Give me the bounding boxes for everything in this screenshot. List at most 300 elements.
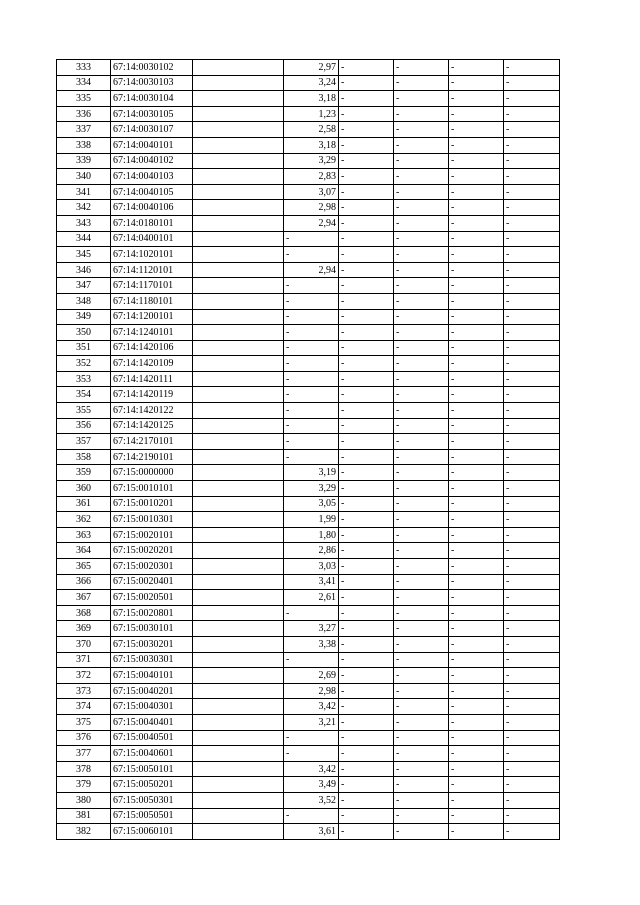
cadastral-code-cell: 67:15:0010101 (111, 481, 193, 497)
dash-cell: - (339, 746, 394, 762)
empty-cell (193, 699, 284, 715)
cadastral-code-cell: 67:14:1120101 (111, 262, 193, 278)
cadastral-code-cell: 67:14:1020101 (111, 247, 193, 263)
empty-cell (193, 247, 284, 263)
dash-cell: - (449, 652, 504, 668)
dash-cell: - (504, 340, 560, 356)
row-number-cell: 380 (57, 792, 111, 808)
value-cell: 2,94 (284, 262, 339, 278)
empty-cell (193, 122, 284, 138)
dash-cell: - (394, 340, 449, 356)
dash-cell: - (339, 91, 394, 107)
dash-cell: - (339, 761, 394, 777)
cadastral-code-cell: 67:15:0010301 (111, 512, 193, 528)
dash-cell: - (504, 792, 560, 808)
table-row (57, 808, 560, 824)
empty-cell (193, 60, 284, 76)
dash-cell: - (504, 247, 560, 263)
table-row (57, 590, 560, 606)
dash-cell: - (394, 137, 449, 153)
dash-cell: - (504, 559, 560, 575)
dash-cell: - (449, 714, 504, 730)
table-row (57, 75, 560, 91)
cadastral-code-cell: 67:14:0030102 (111, 60, 193, 76)
row-number-cell: 361 (57, 496, 111, 512)
dash-cell: - (449, 434, 504, 450)
table-row (57, 512, 560, 528)
value-cell: 3,24 (284, 75, 339, 91)
value-cell: - (284, 403, 339, 419)
dash-cell: - (504, 621, 560, 637)
value-cell: 2,97 (284, 60, 339, 76)
value-cell: - (284, 371, 339, 387)
empty-cell (193, 449, 284, 465)
empty-cell (193, 231, 284, 247)
empty-cell (193, 574, 284, 590)
dash-cell: - (394, 278, 449, 294)
value-cell: 1,80 (284, 527, 339, 543)
cadastral-code-cell: 67:15:0030301 (111, 652, 193, 668)
dash-cell: - (339, 559, 394, 575)
cadastral-code-cell: 67:14:0040106 (111, 200, 193, 216)
dash-cell: - (394, 699, 449, 715)
dash-cell: - (339, 543, 394, 559)
table-body (57, 60, 560, 840)
dash-cell: - (449, 699, 504, 715)
dash-cell: - (394, 169, 449, 185)
dash-cell: - (449, 559, 504, 575)
dash-cell: - (339, 403, 394, 419)
dash-cell: - (394, 465, 449, 481)
table-row (57, 106, 560, 122)
table-row (57, 481, 560, 497)
empty-cell (193, 387, 284, 403)
row-number-cell: 363 (57, 527, 111, 543)
dash-cell: - (339, 153, 394, 169)
dash-cell: - (394, 636, 449, 652)
dash-cell: - (449, 808, 504, 824)
value-cell: - (284, 356, 339, 372)
empty-cell (193, 527, 284, 543)
table-row (57, 543, 560, 559)
row-number-cell: 355 (57, 403, 111, 419)
cadastral-code-cell: 67:15:0050501 (111, 808, 193, 824)
row-number-cell: 364 (57, 543, 111, 559)
dash-cell: - (339, 60, 394, 76)
dash-cell: - (449, 293, 504, 309)
dash-cell: - (449, 278, 504, 294)
cadastral-code-cell: 67:15:0050201 (111, 777, 193, 793)
empty-cell (193, 434, 284, 450)
dash-cell: - (504, 777, 560, 793)
dash-cell: - (504, 325, 560, 341)
dash-cell: - (504, 683, 560, 699)
empty-cell (193, 730, 284, 746)
empty-cell (193, 184, 284, 200)
dash-cell: - (504, 746, 560, 762)
value-cell: 3,19 (284, 465, 339, 481)
row-number-cell: 357 (57, 434, 111, 450)
dash-cell: - (449, 262, 504, 278)
dash-cell: - (339, 262, 394, 278)
value-cell: - (284, 340, 339, 356)
value-cell: - (284, 730, 339, 746)
dash-cell: - (339, 652, 394, 668)
table-row (57, 153, 560, 169)
empty-cell (193, 668, 284, 684)
dash-cell: - (449, 543, 504, 559)
table-row (57, 714, 560, 730)
table-row (57, 169, 560, 185)
row-number-cell: 360 (57, 481, 111, 497)
value-cell: - (284, 746, 339, 762)
dash-cell: - (394, 184, 449, 200)
dash-cell: - (394, 75, 449, 91)
value-cell: 3,27 (284, 621, 339, 637)
dash-cell: - (394, 418, 449, 434)
table-row (57, 403, 560, 419)
dash-cell: - (449, 636, 504, 652)
cadastral-code-cell: 67:15:0050101 (111, 761, 193, 777)
table-row (57, 574, 560, 590)
value-cell: 3,21 (284, 714, 339, 730)
row-number-cell: 339 (57, 153, 111, 169)
cadastral-code-cell: 67:14:1420122 (111, 403, 193, 419)
dash-cell: - (504, 512, 560, 528)
dash-cell: - (394, 808, 449, 824)
dash-cell: - (504, 309, 560, 325)
dash-cell: - (504, 543, 560, 559)
cadastral-code-cell: 67:15:0050301 (111, 792, 193, 808)
table-row (57, 668, 560, 684)
dash-cell: - (394, 309, 449, 325)
row-number-cell: 377 (57, 746, 111, 762)
dash-cell: - (504, 200, 560, 216)
row-number-cell: 347 (57, 278, 111, 294)
dash-cell: - (339, 169, 394, 185)
dash-cell: - (504, 465, 560, 481)
dash-cell: - (504, 527, 560, 543)
dash-cell: - (449, 746, 504, 762)
cadastral-code-cell: 67:14:1420111 (111, 371, 193, 387)
empty-cell (193, 340, 284, 356)
row-number-cell: 336 (57, 106, 111, 122)
dash-cell: - (339, 231, 394, 247)
row-number-cell: 373 (57, 683, 111, 699)
empty-cell (193, 293, 284, 309)
table-row (57, 91, 560, 107)
table-row (57, 699, 560, 715)
row-number-cell: 340 (57, 169, 111, 185)
dash-cell: - (339, 527, 394, 543)
empty-cell (193, 169, 284, 185)
empty-cell (193, 356, 284, 372)
dash-cell: - (504, 636, 560, 652)
dash-cell: - (394, 325, 449, 341)
table-row (57, 122, 560, 138)
dash-cell: - (394, 200, 449, 216)
dash-cell: - (504, 293, 560, 309)
value-cell: - (284, 808, 339, 824)
dash-cell: - (449, 668, 504, 684)
dash-cell: - (339, 481, 394, 497)
row-number-cell: 362 (57, 512, 111, 528)
dash-cell: - (504, 262, 560, 278)
row-number-cell: 335 (57, 91, 111, 107)
empty-cell (193, 215, 284, 231)
row-number-cell: 382 (57, 824, 111, 840)
value-cell: 2,58 (284, 122, 339, 138)
empty-cell (193, 824, 284, 840)
table-row (57, 496, 560, 512)
row-number-cell: 337 (57, 122, 111, 138)
empty-cell (193, 465, 284, 481)
dash-cell: - (339, 496, 394, 512)
cadastral-code-cell: 67:14:1420109 (111, 356, 193, 372)
dash-cell: - (449, 824, 504, 840)
empty-cell (193, 792, 284, 808)
value-cell: - (284, 278, 339, 294)
cadastral-code-cell: 67:14:2190101 (111, 449, 193, 465)
value-cell: - (284, 231, 339, 247)
dash-cell: - (504, 434, 560, 450)
dash-cell: - (449, 122, 504, 138)
row-number-cell: 345 (57, 247, 111, 263)
value-cell: 3,49 (284, 777, 339, 793)
dash-cell: - (449, 169, 504, 185)
dash-cell: - (449, 106, 504, 122)
dash-cell: - (449, 512, 504, 528)
table-row (57, 730, 560, 746)
dash-cell: - (504, 496, 560, 512)
cadastral-code-cell: 67:14:0030107 (111, 122, 193, 138)
value-cell: 2,94 (284, 215, 339, 231)
empty-cell (193, 714, 284, 730)
dash-cell: - (339, 75, 394, 91)
cadastral-code-cell: 67:14:1420125 (111, 418, 193, 434)
value-cell: 3,52 (284, 792, 339, 808)
dash-cell: - (504, 153, 560, 169)
empty-cell (193, 652, 284, 668)
dash-cell: - (394, 605, 449, 621)
table-row (57, 434, 560, 450)
table-row (57, 293, 560, 309)
dash-cell: - (504, 184, 560, 200)
dash-cell: - (449, 418, 504, 434)
dash-cell: - (449, 356, 504, 372)
row-number-cell: 334 (57, 75, 111, 91)
data-table (56, 59, 560, 840)
dash-cell: - (394, 621, 449, 637)
value-cell: 3,42 (284, 761, 339, 777)
empty-cell (193, 137, 284, 153)
value-cell: - (284, 309, 339, 325)
dash-cell: - (339, 200, 394, 216)
dash-cell: - (339, 137, 394, 153)
dash-cell: - (394, 792, 449, 808)
cadastral-code-cell: 67:14:0030105 (111, 106, 193, 122)
cadastral-code-cell: 67:15:0040501 (111, 730, 193, 746)
dash-cell: - (339, 512, 394, 528)
dash-cell: - (449, 60, 504, 76)
dash-cell: - (394, 356, 449, 372)
cadastral-code-cell: 67:14:1420119 (111, 387, 193, 403)
cadastral-code-cell: 67:14:0040105 (111, 184, 193, 200)
dash-cell: - (394, 668, 449, 684)
cadastral-code-cell: 67:14:1420106 (111, 340, 193, 356)
dash-cell: - (394, 293, 449, 309)
cadastral-code-cell: 67:14:2170101 (111, 434, 193, 450)
table-row (57, 449, 560, 465)
empty-cell (193, 543, 284, 559)
value-cell: 2,98 (284, 200, 339, 216)
dash-cell: - (394, 527, 449, 543)
value-cell: 3,61 (284, 824, 339, 840)
table-row (57, 387, 560, 403)
dash-cell: - (449, 340, 504, 356)
dash-cell: - (339, 824, 394, 840)
dash-cell: - (394, 106, 449, 122)
table-row (57, 60, 560, 76)
dash-cell: - (449, 215, 504, 231)
empty-cell (193, 91, 284, 107)
row-number-cell: 359 (57, 465, 111, 481)
dash-cell: - (504, 808, 560, 824)
row-number-cell: 343 (57, 215, 111, 231)
cadastral-code-cell: 67:15:0040601 (111, 746, 193, 762)
value-cell: 3,29 (284, 153, 339, 169)
dash-cell: - (504, 403, 560, 419)
dash-cell: - (394, 387, 449, 403)
dash-cell: - (339, 356, 394, 372)
empty-cell (193, 808, 284, 824)
value-cell: 3,29 (284, 481, 339, 497)
dash-cell: - (339, 434, 394, 450)
table-row (57, 559, 560, 575)
dash-cell: - (394, 496, 449, 512)
dash-cell: - (394, 215, 449, 231)
dash-cell: - (449, 153, 504, 169)
dash-cell: - (504, 75, 560, 91)
table-row (57, 792, 560, 808)
empty-cell (193, 683, 284, 699)
empty-cell (193, 200, 284, 216)
dash-cell: - (449, 777, 504, 793)
dash-cell: - (339, 668, 394, 684)
dash-cell: - (339, 371, 394, 387)
dash-cell: - (339, 325, 394, 341)
dash-cell: - (394, 761, 449, 777)
dash-cell: - (394, 231, 449, 247)
dash-cell: - (504, 137, 560, 153)
row-number-cell: 353 (57, 371, 111, 387)
dash-cell: - (394, 714, 449, 730)
row-number-cell: 372 (57, 668, 111, 684)
value-cell: - (284, 325, 339, 341)
dash-cell: - (339, 122, 394, 138)
value-cell: 2,98 (284, 683, 339, 699)
dash-cell: - (449, 325, 504, 341)
table-row (57, 325, 560, 341)
dash-cell: - (504, 652, 560, 668)
dash-cell: - (394, 652, 449, 668)
dash-cell: - (504, 122, 560, 138)
dash-cell: - (504, 714, 560, 730)
cadastral-code-cell: 67:15:0040101 (111, 668, 193, 684)
row-number-cell: 379 (57, 777, 111, 793)
row-number-cell: 346 (57, 262, 111, 278)
row-number-cell: 378 (57, 761, 111, 777)
table-row (57, 683, 560, 699)
cadastral-code-cell: 67:14:0040103 (111, 169, 193, 185)
empty-cell (193, 621, 284, 637)
row-number-cell: 371 (57, 652, 111, 668)
dash-cell: - (449, 761, 504, 777)
cadastral-code-cell: 67:15:0030101 (111, 621, 193, 637)
value-cell: 3,18 (284, 137, 339, 153)
dash-cell: - (339, 106, 394, 122)
table-row (57, 418, 560, 434)
dash-cell: - (449, 574, 504, 590)
dash-cell: - (394, 746, 449, 762)
empty-cell (193, 777, 284, 793)
dash-cell: - (394, 559, 449, 575)
value-cell: 3,07 (284, 184, 339, 200)
dash-cell: - (504, 605, 560, 621)
dash-cell: - (339, 714, 394, 730)
cadastral-code-cell: 67:14:1200101 (111, 309, 193, 325)
value-cell: 3,38 (284, 636, 339, 652)
empty-cell (193, 153, 284, 169)
empty-cell (193, 590, 284, 606)
value-cell: - (284, 449, 339, 465)
value-cell: 2,61 (284, 590, 339, 606)
dash-cell: - (394, 434, 449, 450)
dash-cell: - (504, 730, 560, 746)
empty-cell (193, 605, 284, 621)
dash-cell: - (339, 683, 394, 699)
table-row (57, 262, 560, 278)
empty-cell (193, 512, 284, 528)
table-row (57, 184, 560, 200)
dash-cell: - (394, 777, 449, 793)
dash-cell: - (504, 761, 560, 777)
dash-cell: - (504, 668, 560, 684)
dash-cell: - (449, 683, 504, 699)
value-cell: - (284, 293, 339, 309)
value-cell: - (284, 652, 339, 668)
cadastral-code-cell: 67:14:0180101 (111, 215, 193, 231)
dash-cell: - (394, 449, 449, 465)
dash-cell: - (504, 60, 560, 76)
empty-cell (193, 325, 284, 341)
cadastral-code-cell: 67:14:0040102 (111, 153, 193, 169)
dash-cell: - (394, 543, 449, 559)
dash-cell: - (504, 418, 560, 434)
dash-cell: - (449, 75, 504, 91)
dash-cell: - (339, 215, 394, 231)
dash-cell: - (339, 184, 394, 200)
row-number-cell: 374 (57, 699, 111, 715)
table-row (57, 371, 560, 387)
cadastral-code-cell: 67:15:0020501 (111, 590, 193, 606)
empty-cell (193, 418, 284, 434)
dash-cell: - (394, 683, 449, 699)
cadastral-code-cell: 67:15:0010201 (111, 496, 193, 512)
dash-cell: - (339, 449, 394, 465)
dash-cell: - (504, 278, 560, 294)
dash-cell: - (339, 808, 394, 824)
